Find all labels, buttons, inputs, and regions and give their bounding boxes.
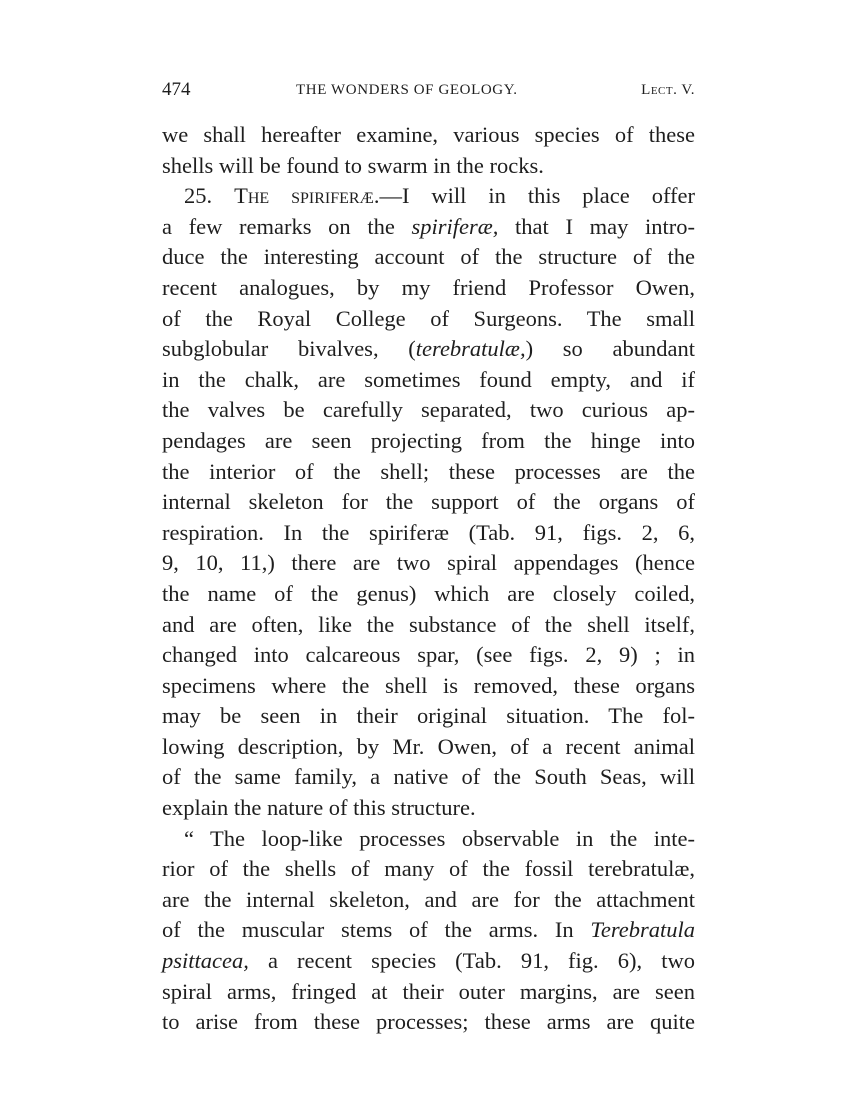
text-line <box>162 120 695 151</box>
text-line <box>162 946 695 977</box>
text-line <box>162 334 695 365</box>
page-number: 474 <box>162 79 191 100</box>
text-line <box>162 181 695 212</box>
text-segment: psittacea, <box>162 948 249 974</box>
text-segment: The spiriferæ. <box>234 183 380 209</box>
text-line <box>162 212 695 243</box>
text-segment: may be seen in their original situation. The fol- <box>162 703 695 729</box>
text-line <box>162 762 695 793</box>
text-line <box>162 151 695 182</box>
text-line <box>162 640 695 671</box>
text-segment: lowing description, by Mr. Owen, of a recent animal <box>162 733 695 759</box>
text-segment: and are often, like the substance of the shell itself, <box>162 611 695 637</box>
text-line <box>162 1007 695 1038</box>
text-line <box>162 242 695 273</box>
text-line <box>162 487 695 518</box>
text-line <box>162 854 695 885</box>
text-line <box>162 273 695 304</box>
text-segment: a few remarks on the <box>162 213 412 239</box>
text-segment: subglobular bivalves, ( <box>162 336 416 362</box>
text-line <box>162 793 695 824</box>
text-line <box>162 610 695 641</box>
text-segment: the valves be carefully separated, two curious ap- <box>162 397 695 423</box>
text-segment: specimens where the shell is removed, these organs <box>162 672 695 698</box>
page-header <box>162 78 695 102</box>
text-line <box>162 732 695 763</box>
text-segment: “ The loop-like processes observable in the inte- <box>184 825 695 851</box>
text-line <box>162 885 695 916</box>
text-segment: Terebratula <box>590 917 695 943</box>
text-segment: of the same family, a native of the South Seas, will <box>162 764 695 790</box>
text-segment: in the chalk, are sometimes found empty, and if <box>162 366 695 392</box>
text-segment: shells will be found to swarm in the rocks. <box>162 152 544 178</box>
text-segment: 9, 10, 11,) there are two spiral appendages (hence <box>162 550 695 576</box>
text-line <box>162 977 695 1008</box>
text-segment: a recent species (Tab. 91, fig. 6), two <box>248 948 695 974</box>
text-line <box>162 701 695 732</box>
text-line <box>162 824 695 855</box>
book-page <box>162 0 695 1100</box>
text-line <box>162 426 695 457</box>
text-line <box>162 457 695 488</box>
text-segment: to arise from these processes; these arms are quite <box>162 1009 695 1035</box>
text-line <box>162 365 695 396</box>
text-segment: 25. <box>184 183 235 209</box>
lecture-label: Lect. V. <box>641 82 695 98</box>
text-line <box>162 304 695 335</box>
text-line <box>162 395 695 426</box>
text-line <box>162 915 695 946</box>
text-segment: spiriferæ, <box>411 213 499 239</box>
body-text <box>162 120 695 1038</box>
text-line <box>162 671 695 702</box>
text-segment: we shall hereafter examine, various species of these <box>162 122 695 147</box>
text-segment: the interior of the shell; these processes are the <box>162 458 695 484</box>
text-segment: pendages are seen projecting from the hinge into <box>162 427 695 453</box>
text-line <box>162 579 695 610</box>
text-line <box>162 518 695 549</box>
text-segment: explain the nature of this structure. <box>162 795 476 821</box>
text-segment: respiration. In the spiriferæ (Tab. 91, figs. 2, 6, <box>162 519 695 545</box>
text-segment: internal skeleton for the support of the organs of <box>162 489 695 515</box>
text-segment: —I will in this place offer <box>379 183 696 209</box>
text-segment: ) so abundant <box>525 336 695 362</box>
text-segment: rior of the shells of many of the fossil terebratulæ, <box>162 856 695 882</box>
text-segment: recent analogues, by my friend Professor Owen, <box>162 274 695 300</box>
text-segment: of the muscular stems of the arms. In <box>162 917 591 943</box>
text-segment: the name of the genus) which are closely coiled, <box>162 580 695 606</box>
text-segment: are the internal skeleton, and are for the attachment <box>162 886 695 912</box>
text-line <box>162 548 695 579</box>
text-segment: spiral arms, fringed at their outer margins, are seen <box>162 978 695 1004</box>
text-segment: that I may intro- <box>498 213 695 239</box>
text-segment: changed into calcareous spar, (see figs. 2, 9) ; in <box>162 642 695 668</box>
text-segment: terebratulæ, <box>415 336 526 362</box>
text-segment: of the Royal College of Surgeons. The small <box>162 305 695 331</box>
running-title: THE WONDERS OF GEOLOGY. <box>296 82 518 98</box>
text-segment: duce the interesting account of the structure of the <box>162 244 695 270</box>
